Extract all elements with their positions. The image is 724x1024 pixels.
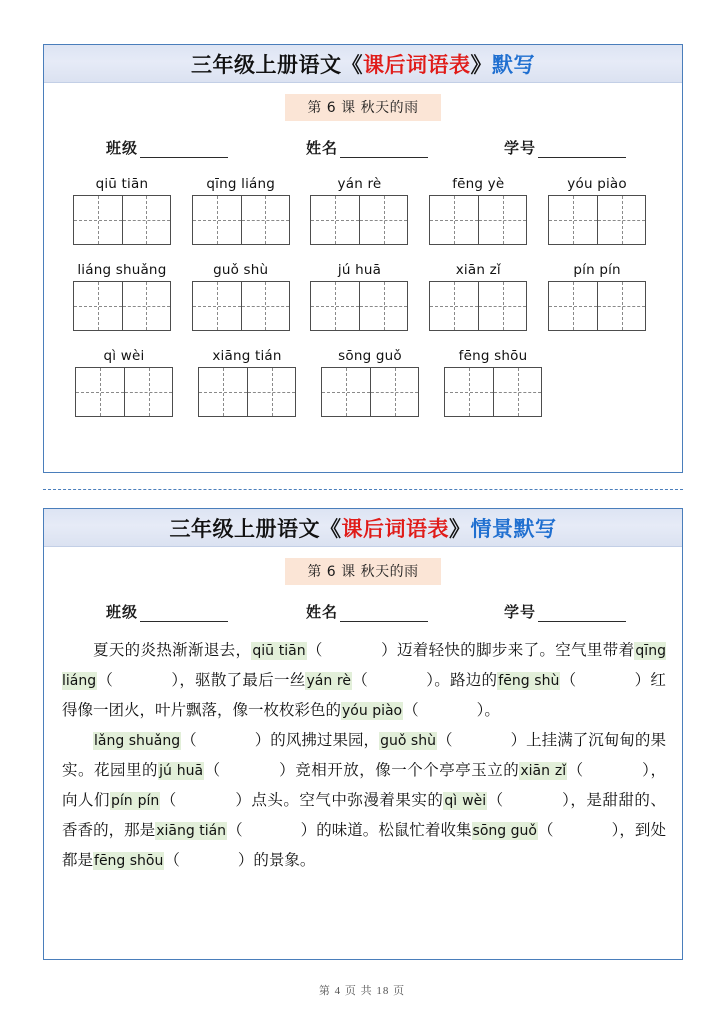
passage-text: 红得像一团火，叶片飘落，像一枚枚彩色的	[62, 672, 666, 719]
word-entry	[422, 176, 534, 245]
tianzige-boxes[interactable]	[192, 281, 290, 331]
passage-text: 。路边的	[434, 672, 498, 689]
highlighted-pinyin: xiān zǐ	[520, 763, 567, 779]
word-entry	[185, 176, 297, 245]
name-label: 姓名	[306, 141, 339, 157]
tianzige-square[interactable]	[549, 196, 597, 244]
tianzige-boxes[interactable]	[310, 281, 408, 331]
passage-paragraph	[62, 726, 666, 876]
title-prefix: 三年级上册语文	[191, 52, 342, 77]
highlighted-pinyin: qì wèi	[444, 793, 487, 809]
name-field-group	[306, 601, 504, 622]
tianzige-square[interactable]	[549, 282, 597, 330]
tianzige-boxes[interactable]	[73, 281, 171, 331]
passage-text: 的味道。松鼠忙着收集	[316, 822, 472, 839]
highlighted-pinyin: qīng liáng	[62, 643, 666, 689]
section-title-passage	[170, 513, 557, 543]
word-pinyin-label: yóu piào	[567, 176, 627, 192]
answer-blank-parentheses[interactable]: （ ）	[487, 792, 571, 809]
title-bracket-close: 》	[449, 516, 471, 541]
tianzige-boxes[interactable]	[444, 367, 542, 417]
word-entry	[435, 348, 551, 417]
title-bracket-close: 》	[470, 52, 492, 77]
answer-blank-parentheses[interactable]: （ ）	[560, 672, 651, 689]
class-label: 班级	[106, 141, 139, 157]
tianzige-boxes[interactable]	[75, 367, 173, 417]
passage-text: 。	[484, 702, 500, 719]
class-input-blank[interactable]	[140, 607, 228, 622]
word-pinyin-label: sōng guǒ	[338, 348, 402, 364]
word-pinyin-label: qīng liáng	[206, 176, 276, 192]
word-pinyin-label: jú huā	[337, 262, 382, 278]
tianzige-square[interactable]	[247, 368, 295, 416]
lesson-badge-words: 第 6 课 秋天的雨	[285, 94, 440, 121]
title-suffix: 默写	[492, 52, 535, 77]
tianzige-square[interactable]	[74, 196, 122, 244]
answer-blank-parentheses[interactable]: （ ）	[537, 822, 620, 839]
highlighted-pinyin: xiāng tián	[156, 823, 227, 839]
tianzige-row	[66, 176, 660, 245]
highlighted-pinyin: guǒ shù	[380, 733, 436, 749]
name-label: 姓名	[306, 605, 339, 621]
passage-text: 夏天的炎热渐渐退去，	[93, 642, 252, 659]
tianzige-square[interactable]	[76, 368, 124, 416]
scenario-dictation-card	[43, 508, 683, 960]
section-title-bar-words	[44, 45, 682, 83]
word-entry	[312, 348, 428, 417]
answer-blank-parentheses[interactable]: （ ）	[227, 822, 317, 839]
tianzige-square[interactable]	[193, 196, 241, 244]
passage-text: ，到处都是	[62, 822, 666, 869]
tianzige-boxes[interactable]	[321, 367, 419, 417]
lesson-badge-passage: 第 6 课 秋天的雨	[285, 558, 440, 585]
answer-blank-parentheses[interactable]: （ ）	[160, 792, 252, 809]
tianzige-square[interactable]	[370, 368, 418, 416]
tianzige-square[interactable]	[122, 282, 170, 330]
answer-blank-parentheses[interactable]: （ ）	[97, 672, 180, 689]
highlighted-pinyin: yóu piào	[342, 703, 403, 719]
tianzige-square[interactable]	[597, 196, 645, 244]
tianzige-boxes[interactable]	[192, 195, 290, 245]
passage-text: 点头。空气中弥漫着果实的	[251, 792, 444, 809]
lesson-row-words	[44, 94, 682, 121]
highlighted-pinyin: lǎng shuǎng	[94, 733, 181, 749]
highlighted-pinyin: qiū tiān	[252, 643, 306, 659]
word-entry	[541, 262, 653, 331]
word-entry	[304, 176, 416, 245]
tianzige-square[interactable]	[74, 282, 122, 330]
tianzige-square[interactable]	[493, 368, 541, 416]
tianzige-square[interactable]	[359, 196, 407, 244]
word-pinyin-label: pín pín	[573, 262, 621, 278]
passage-text: ，是甜甜的、香香的，那是	[62, 792, 666, 839]
word-pinyin-label: xiān zǐ	[455, 262, 501, 278]
answer-blank-parentheses[interactable]: （ ）	[567, 762, 651, 779]
student-info-row-words	[44, 137, 682, 158]
word-pinyin-label: xiāng tián	[212, 348, 282, 364]
word-entry	[422, 262, 534, 331]
tianzige-row	[66, 262, 660, 331]
tianzige-square[interactable]	[430, 196, 478, 244]
word-pinyin-label: yán rè	[337, 176, 382, 192]
word-entry	[66, 348, 182, 417]
title-bracket-open: 《	[320, 516, 342, 541]
tianzige-square[interactable]	[445, 368, 493, 416]
tianzige-square[interactable]	[193, 282, 241, 330]
tianzige-row	[66, 348, 660, 417]
highlighted-pinyin: pín pín	[111, 793, 160, 809]
section-title-words	[191, 49, 535, 79]
class-label: 班级	[106, 605, 139, 621]
class-input-blank[interactable]	[140, 143, 228, 158]
title-highlight: 课后词语表	[363, 52, 471, 77]
tianzige-square[interactable]	[597, 282, 645, 330]
tianzige-square[interactable]	[430, 282, 478, 330]
tianzige-square[interactable]	[311, 196, 359, 244]
passage-text: 的风拂过果园，	[270, 732, 380, 749]
word-entry	[189, 348, 305, 417]
tianzige-square[interactable]	[311, 282, 359, 330]
tianzige-boxes[interactable]	[429, 195, 527, 245]
tianzige-boxes[interactable]	[548, 281, 646, 331]
tianzige-square[interactable]	[322, 368, 370, 416]
passage-text: 竞相开放，像一个个亭亭玉立的	[295, 762, 520, 779]
tianzige-boxes[interactable]	[548, 195, 646, 245]
highlighted-pinyin: fēng shōu	[94, 853, 164, 869]
passage-paragraph	[62, 636, 666, 726]
title-bracket-open: 《	[341, 52, 363, 77]
highlighted-pinyin: fēng shù	[498, 673, 560, 689]
answer-blank-parentheses[interactable]: （ ）	[204, 762, 296, 779]
page-footer: 第 4 页 共 18 页	[318, 985, 406, 997]
class-field-group	[106, 601, 306, 622]
answer-blank-parentheses[interactable]: （ ）	[306, 642, 397, 659]
highlighted-pinyin: yán rè	[306, 673, 351, 689]
word-pinyin-label: liáng shuǎng	[77, 262, 167, 278]
highlighted-pinyin: jú huā	[159, 763, 204, 779]
tianzige-square[interactable]	[122, 196, 170, 244]
tianzige-boxes[interactable]	[429, 281, 527, 331]
tianzige-boxes[interactable]	[310, 195, 408, 245]
section-title-bar-passage	[44, 509, 682, 547]
word-dictation-card	[43, 44, 683, 473]
answer-blank-parentheses[interactable]: （ ）	[164, 852, 254, 869]
answer-blank-parentheses[interactable]: （ ）	[403, 702, 485, 719]
tianzige-grid-area	[44, 176, 682, 417]
passage-text: 上挂满了沉甸甸的果实。花园里的	[62, 732, 666, 779]
passage-text-area	[44, 636, 682, 876]
student-id-input-blank[interactable]	[538, 143, 626, 158]
answer-blank-parentheses[interactable]: （ ）	[436, 732, 527, 749]
word-pinyin-label: qiū tiān	[95, 176, 149, 192]
tianzige-square[interactable]	[478, 282, 526, 330]
student-info-row-passage	[44, 601, 682, 622]
student-id-field-group	[504, 601, 626, 622]
word-entry	[304, 262, 416, 331]
class-field-group	[106, 137, 306, 158]
answer-blank-parentheses[interactable]: （ ）	[181, 732, 271, 749]
word-pinyin-label: guǒ shù	[213, 262, 269, 278]
word-pinyin-label: fēng yè	[452, 176, 505, 192]
lesson-row-passage	[44, 558, 682, 585]
student-id-label: 学号	[504, 605, 537, 621]
tianzige-boxes[interactable]	[73, 195, 171, 245]
name-input-blank[interactable]	[340, 607, 428, 622]
passage-text: ，驱散了最后一丝	[179, 672, 306, 689]
student-id-input-blank[interactable]	[538, 607, 626, 622]
tianzige-square[interactable]	[359, 282, 407, 330]
tianzige-square[interactable]	[241, 196, 289, 244]
highlighted-pinyin: sōng guǒ	[472, 823, 537, 839]
name-field-group	[306, 137, 504, 158]
word-pinyin-label: qì wèi	[103, 348, 145, 364]
name-input-blank[interactable]	[340, 143, 428, 158]
passage-text: 的景象。	[253, 852, 316, 869]
word-entry	[66, 262, 178, 331]
answer-blank-parentheses[interactable]: （ ）	[351, 672, 435, 689]
passage-text: ，向人们	[62, 762, 666, 809]
student-id-label: 学号	[504, 141, 537, 157]
word-entry	[541, 176, 653, 245]
title-highlight: 课后词语表	[341, 516, 449, 541]
title-prefix: 三年级上册语文	[169, 516, 320, 541]
word-entry	[66, 176, 178, 245]
tianzige-square[interactable]	[124, 368, 172, 416]
cut-line-divider	[43, 489, 683, 490]
passage-text: 迈着轻快的脚步来了。空气里带着	[396, 642, 635, 659]
title-suffix: 情景默写	[470, 516, 557, 541]
tianzige-square[interactable]	[241, 282, 289, 330]
tianzige-square[interactable]	[478, 196, 526, 244]
word-entry	[185, 262, 297, 331]
tianzige-square[interactable]	[199, 368, 247, 416]
student-id-field-group	[504, 137, 626, 158]
word-pinyin-label: fēng shōu	[458, 348, 528, 364]
tianzige-boxes[interactable]	[198, 367, 296, 417]
